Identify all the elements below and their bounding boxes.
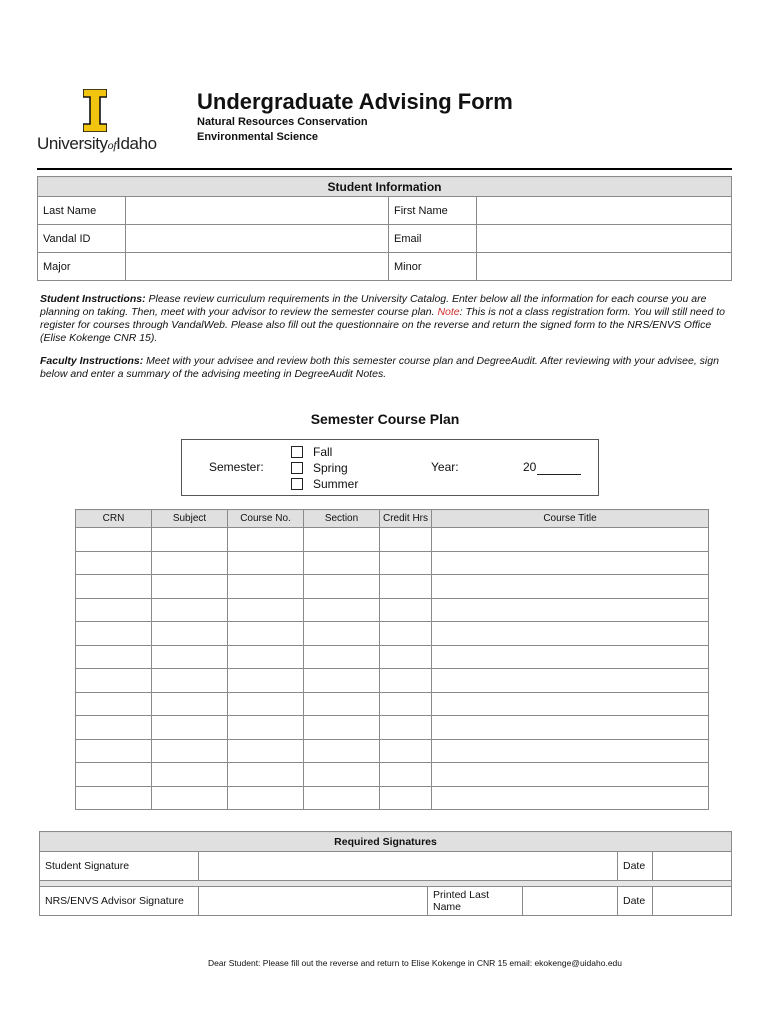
course-cell[interactable] [228,551,304,575]
course-cell[interactable] [76,763,152,787]
printed-last-name-field[interactable] [523,887,618,916]
table-row [76,575,709,599]
spring-option-label: Spring [313,461,348,475]
course-cell[interactable] [432,622,709,646]
course-cell[interactable] [304,669,380,693]
student-instructions: Student Instructions: Please review curriculum requirements in the University Catalog. Enter below all the information for each course you are planning on taking. Then, meet with your advisor to review the semester course plan. Note: This is not a class registration form. You will still need to register for courses through VandalWeb. Please also fill out the questionnaire on the reverse and return the signed form to the NRS/ENVS Office (Elise Kokenge CNR 15). [40,293,725,344]
course-plan-table [75,509,709,810]
course-cell[interactable] [380,575,432,599]
course-cell[interactable] [432,645,709,669]
advisor-date-label: Date [618,887,653,916]
course-cell[interactable] [76,645,152,669]
email-label: Email [389,225,477,253]
col-credit-hrs: Credit Hrs [380,510,432,528]
course-cell[interactable] [228,528,304,552]
fall-checkbox[interactable] [291,446,303,458]
course-cell[interactable] [304,739,380,763]
course-cell[interactable] [76,622,152,646]
course-cell[interactable] [152,763,228,787]
fall-option-label: Fall [313,445,333,459]
col-course-title: Course Title [432,510,709,528]
faculty-instructions: Faculty Instructions: Meet with your advisee and review both this semester course plan and DegreeAudit. After reviewing with your advisee, sign below and enter a summary of the advising meeting in DegreeAudit Notes. [40,355,719,380]
course-cell[interactable] [380,645,432,669]
course-cell[interactable] [228,669,304,693]
printed-last-name-label: Printed Last Name [428,887,523,916]
signatures-heading: Required Signatures [40,832,732,852]
course-cell[interactable] [304,763,380,787]
minor-field[interactable] [477,253,732,281]
program-subtitle-2: Environmental Science [197,131,319,143]
course-cell[interactable] [380,551,432,575]
advisor-date-field[interactable] [653,887,732,916]
course-cell[interactable] [432,716,709,740]
table-row [76,528,709,552]
header-divider [37,168,732,170]
course-cell[interactable] [152,716,228,740]
semester-selection-box [181,439,599,496]
student-info-heading: Student Information [38,177,732,197]
course-cell[interactable] [304,645,380,669]
semester-label: Semester: [209,460,264,474]
email-field[interactable] [477,225,732,253]
table-row [76,763,709,787]
table-row [76,786,709,810]
course-cell[interactable] [76,598,152,622]
course-cell[interactable] [304,716,380,740]
year-label: Year: [431,460,459,474]
table-row [76,551,709,575]
course-cell[interactable] [432,763,709,787]
student-date-field[interactable] [653,852,732,881]
course-cell[interactable] [432,528,709,552]
major-label: Major [38,253,126,281]
course-cell[interactable] [304,528,380,552]
program-subtitle-1: Natural Resources Conservation [197,116,368,128]
course-cell[interactable] [228,692,304,716]
course-cell[interactable] [152,528,228,552]
course-cell[interactable] [76,669,152,693]
course-cell[interactable] [432,739,709,763]
university-logo-text: UniversityofIdaho [37,134,157,153]
vandal-id-label: Vandal ID [38,225,126,253]
table-row [76,716,709,740]
course-cell[interactable] [152,692,228,716]
student-information-table [37,176,732,281]
col-course-no: Course No. [228,510,304,528]
course-cell[interactable] [152,786,228,810]
course-cell[interactable] [304,622,380,646]
first-name-label: First Name [389,197,477,225]
course-cell[interactable] [380,739,432,763]
vandal-id-field[interactable] [126,225,389,253]
course-cell[interactable] [432,575,709,599]
course-cell[interactable] [380,786,432,810]
course-cell[interactable] [152,645,228,669]
table-row [76,669,709,693]
course-cell[interactable] [76,692,152,716]
course-cell[interactable] [152,669,228,693]
course-cell[interactable] [76,551,152,575]
course-cell[interactable] [228,622,304,646]
course-cell[interactable] [228,645,304,669]
course-cell[interactable] [432,669,709,693]
col-section: Section [304,510,380,528]
student-signature-label: Student Signature [40,852,199,881]
course-cell[interactable] [304,575,380,599]
semester-course-plan-title: Semester Course Plan [310,411,460,427]
minor-label: Minor [389,253,477,281]
table-row [76,692,709,716]
course-cell[interactable] [228,598,304,622]
course-cell[interactable] [152,598,228,622]
course-cell[interactable] [380,598,432,622]
course-cell[interactable] [76,716,152,740]
course-cell[interactable] [304,786,380,810]
spring-checkbox[interactable] [291,462,303,474]
course-cell[interactable] [380,716,432,740]
major-field[interactable] [126,253,389,281]
course-cell[interactable] [432,551,709,575]
course-cell[interactable] [228,739,304,763]
course-cell[interactable] [304,551,380,575]
course-cell[interactable] [76,528,152,552]
university-i-logo-icon [83,89,107,132]
summer-option-label: Summer [313,477,359,491]
advisor-signature-field[interactable] [199,887,428,916]
form-title: Undergraduate Advising Form [197,89,513,114]
last-name-field[interactable] [126,197,389,225]
course-cell[interactable] [432,692,709,716]
course-cell[interactable] [76,739,152,763]
course-cell[interactable] [76,575,152,599]
note-label: Note [437,306,460,318]
col-subject: Subject [152,510,228,528]
year-input-line[interactable] [537,474,581,475]
course-cell[interactable] [228,786,304,810]
course-cell[interactable] [380,692,432,716]
course-cell[interactable] [152,622,228,646]
first-name-field[interactable] [477,197,732,225]
footer-note: Dear Student: Please fill out the reverse and return to Elise Kokenge in CNR 15 email: ekokenge@uidaho.edu [207,958,623,968]
course-cell[interactable] [304,598,380,622]
advisor-signature-label: NRS/ENVS Advisor Signature [40,887,199,916]
course-cell[interactable] [432,598,709,622]
last-name-label: Last Name [38,197,126,225]
year-prefix: 20 [523,460,537,474]
required-signatures-table [39,831,732,916]
col-crn: CRN [76,510,152,528]
table-row [76,739,709,763]
course-cell[interactable] [432,786,709,810]
table-row [76,622,709,646]
course-cell[interactable] [152,739,228,763]
course-cell[interactable] [380,528,432,552]
student-signature-field[interactable] [199,852,618,881]
course-cell[interactable] [304,692,380,716]
table-row [76,598,709,622]
course-cell[interactable] [228,575,304,599]
summer-checkbox[interactable] [291,478,303,490]
course-cell[interactable] [380,763,432,787]
course-cell[interactable] [228,763,304,787]
course-table-body [76,528,709,810]
course-cell[interactable] [380,669,432,693]
table-row [76,645,709,669]
course-cell[interactable] [380,622,432,646]
course-cell[interactable] [228,716,304,740]
course-cell[interactable] [76,786,152,810]
course-cell[interactable] [152,575,228,599]
course-cell[interactable] [152,551,228,575]
student-date-label: Date [618,852,653,881]
